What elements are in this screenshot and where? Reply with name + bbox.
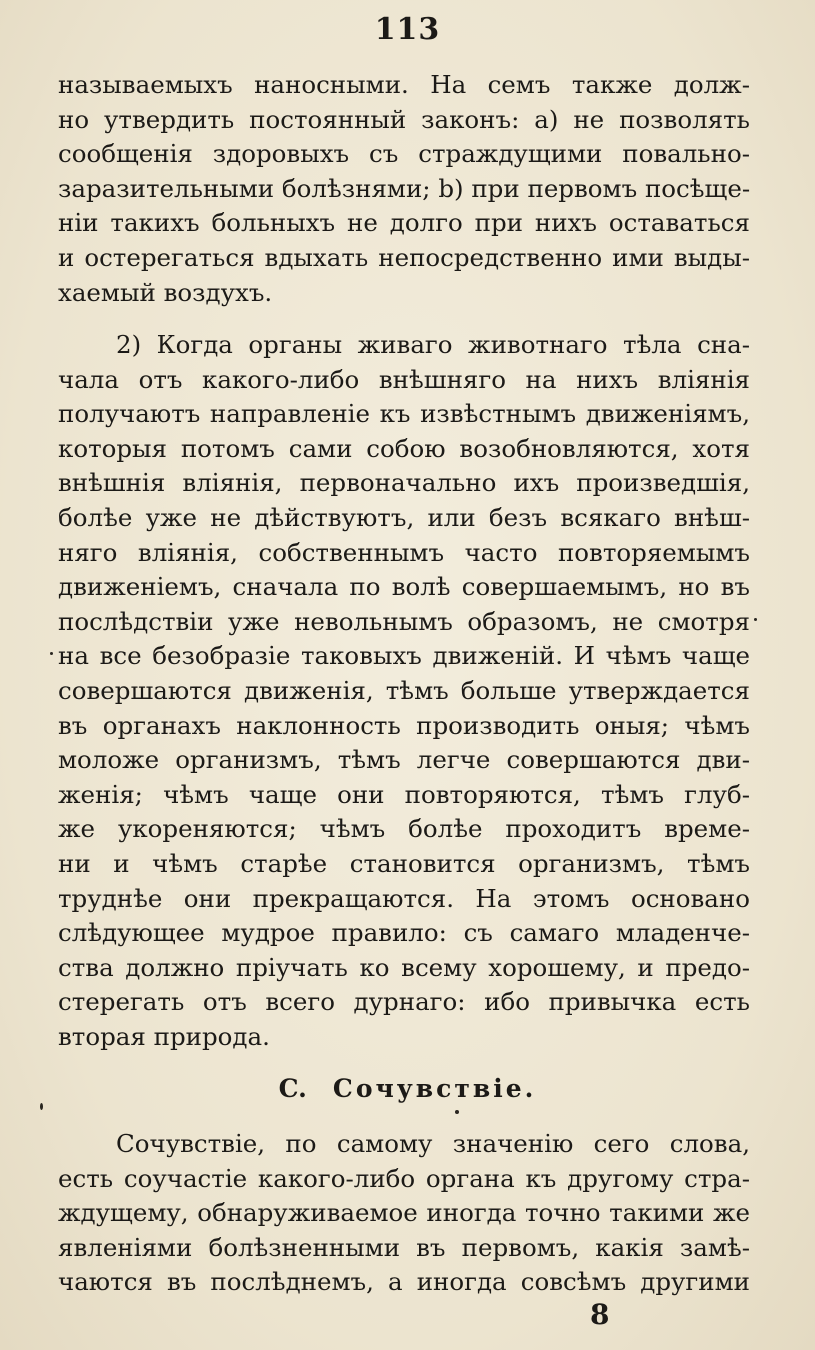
page-number: 113 xyxy=(374,12,441,47)
text-line: хаемый воздухъ. xyxy=(58,277,273,307)
text-line: послѣдствіи уже невольнымъ образомъ, не смотря xyxy=(58,606,750,636)
section-title: Сочувствіе. xyxy=(332,1074,537,1103)
text-line: получаютъ направленіе къ извѣстнымъ движеніямъ, xyxy=(58,399,750,429)
text-line: сообщенія здоровыхъ съ страждущими повально- xyxy=(58,139,750,169)
text-line: ни и чѣмъ старѣе становится организмъ, тѣмъ xyxy=(58,848,750,878)
text-line: но утвердить постоянный законъ: a) не позволять xyxy=(58,104,750,134)
text-line: моложе организмъ, тѣмъ легче совершаются дви- xyxy=(58,745,750,775)
text-line: вторая природа. xyxy=(58,1021,270,1051)
ink-speck xyxy=(455,1110,459,1114)
text-line: совершаются движенія, тѣмъ больше утверждается xyxy=(58,675,750,705)
text-line: движеніемъ, сначала по волѣ совершаемымъ, но въ xyxy=(58,572,750,602)
text-line: ніи такихъ больныхъ не долго при нихъ оставаться xyxy=(58,208,750,238)
text-line: и остерегаться вдыхать непосредственно ими выды- xyxy=(58,242,750,272)
paragraph-3 xyxy=(58,1127,750,1300)
section-heading xyxy=(0,1074,815,1103)
signature-mark: 8 xyxy=(590,1298,610,1331)
text-line: есть соучастіе какого-либо органа къ другому стра- xyxy=(58,1163,750,1193)
text-line: слѣдующее мудрое правило: съ самаго младенче- xyxy=(58,918,750,948)
text-line: заразительными болѣзнями; b) при первомъ посѣще- xyxy=(58,173,751,203)
text-line: женія; чѣмъ чаще они повторяются, тѣмъ глуб- xyxy=(58,779,750,809)
text-line: въ органахъ наклонность производить оныя; чѣмъ xyxy=(58,710,750,740)
paragraph-2 xyxy=(58,328,750,1054)
text-line: няго вліянія, собственнымъ часто повторяемымъ xyxy=(58,537,750,567)
text-line: которыя потомъ сами собою возобновляются, хотя xyxy=(58,433,750,463)
text-line: явленіями болѣзненными въ первомъ, какія замѣ- xyxy=(58,1232,750,1262)
text-line: же укореняются; чѣмъ болѣе проходитъ време- xyxy=(58,814,750,844)
ink-speck xyxy=(40,1103,43,1110)
text-line: стерегать отъ всего дурнаго: ибо привычка есть xyxy=(58,987,750,1017)
paragraph-1 xyxy=(58,68,750,310)
text-line: ства должно пріучать ко всему хорошему, и предо- xyxy=(58,952,750,982)
ink-speck xyxy=(50,652,53,655)
section-letter: C. xyxy=(278,1074,307,1103)
text-line: внѣшнія вліянія, первоначально ихъ произведшія, xyxy=(58,468,750,498)
text-line: болѣе уже не дѣйствуютъ, или безъ всякаго внѣш- xyxy=(58,502,750,532)
text-line: Сочувствіе, по самому значенію сего слова, xyxy=(116,1129,750,1158)
ink-speck xyxy=(754,618,757,621)
text-line: чаются въ послѣднемъ, а иногда совсѣмъ другими xyxy=(58,1267,750,1297)
text-line: чала отъ какого-либо внѣшняго на нихъ вліянія xyxy=(58,364,750,394)
text-line: на все безобразіе таковыхъ движеній. И чѣмъ чаще xyxy=(58,641,750,671)
text-line: труднѣе они прекращаются. На этомъ основано xyxy=(58,883,750,913)
text-line: 2) Когда органы живаго животнаго тѣла сна- xyxy=(116,330,750,359)
text-line: ждущему, обнаруживаемое иногда точно такими же xyxy=(58,1198,750,1228)
text-line: называемыхъ наносными. На семъ также долж- xyxy=(58,70,750,99)
